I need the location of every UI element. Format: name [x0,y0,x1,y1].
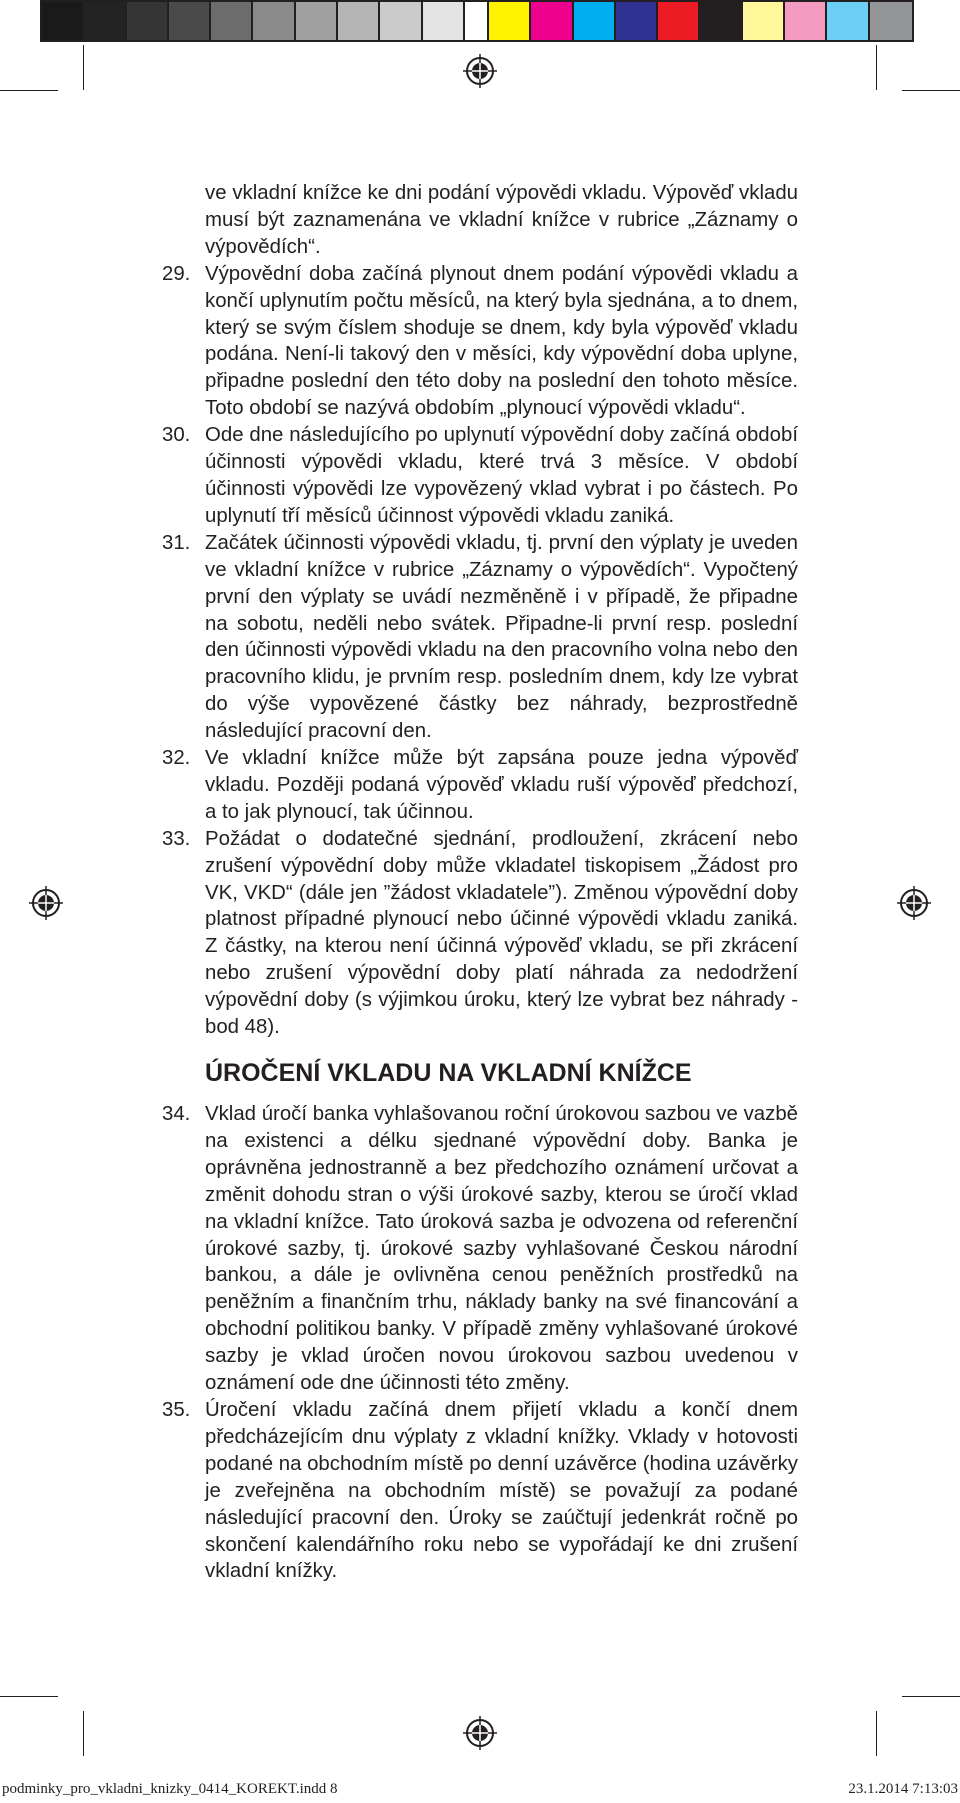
item-number: 33. [162,827,191,850]
color-swatch [870,2,912,40]
section-heading: ÚROČENÍ VKLADU NA VKLADNÍ KNÍŽCE [205,1059,692,1087]
color-swatch [338,2,380,40]
list-item [162,1101,798,1397]
item-number: 34. [162,1103,191,1125]
color-swatch [211,2,253,40]
color-swatch [423,2,465,40]
list-item [162,530,798,745]
footer-timestamp: 23.1.2014 7:13:03 [848,1781,958,1797]
crop-mark [876,45,877,90]
crop-mark [0,90,58,91]
color-swatch [380,2,422,40]
color-swatch [785,2,827,40]
item-text: Začátek účinnosti výpovědi vkladu, tj. první den výplaty je uveden ve vkladní knížce v rubrice „Záznamy o výpovědích“. Vypočtený první den výplaty se uvádí nezměněně i v případě, že připadne na sobotu, neděli nebo svátek. Připadne-li první resp. poslední den účinnosti výpovědi vkladu na den pracovního volna nebo den pracovního klidu, je prvním resp. posledním dnem, kdy lze vybrat do výše vypovězené částky bez náhrady, bezprostředně následující pracovní den. [205,531,798,743]
color-swatch [658,2,700,40]
document-body [162,180,798,1585]
item-text: Ve vkladní knížce může být zapsána pouze jedna výpověď vkladu. Později podaná výpověď vkladu ruší výpověď předchozí, a to jak plynoucí, tak účinnou. [205,747,798,823]
color-swatch [531,2,573,40]
crop-mark [902,90,960,91]
registration-mark-icon [29,886,63,920]
color-swatch [827,2,869,40]
color-swatch [127,2,169,40]
item-text: Úročení vkladu začíná dnem přijetí vkladu a končí dnem předcházejícím dnu výplaty z vkladní knížky. Vklady v hotovosti podané na obchodním místě po denní uzávěrce (hodina uzávěrky je zveřejněna na obchodním místě) se považují za podané následující pracovní den. Úroky se zaúčtují jedenkrát ročně po skončení kalendářního roku nebo se vypořádají ke dni zrušení vkladní knížky. [205,1398,798,1583]
color-swatch [489,2,531,40]
color-swatch [296,2,338,40]
process-color-bar [487,0,914,42]
item-text: Požádat o dodatečné sjednání, prodloužení, zkrácení nebo zrušení výpovědní doby může vkladatel tiskopisem „Žádost pro VK, VKD“ (dále jen ”žádost vkladatele”). Změnou výpovědní doby platnost případné plynoucí nebo účinné výpovědi vkladu zaniká. Z částky, na kterou není účinná výpověď vkladu, se při zkrácení nebo zrušení výpovědní doby platí náhrada za nedodržení výpovědní doby (s výjimkou úroku, který lze vybrat bez náhrady - bod 48). [205,827,798,1039]
list-item [162,422,798,530]
color-swatch [84,2,126,40]
crop-mark [902,1696,960,1697]
list-item [162,826,798,1041]
footer-filename: podminky_pro_vkladni_knizky_0414_KOREKT.indd 8 [2,1781,338,1797]
terms-list [162,261,798,1041]
color-swatch [169,2,211,40]
item-text: Vklad úročí banka vyhlašovanou roční úrokovou sazbou ve vazbě na existenci a délku sjednané výpovědní doby. Banka je oprávněna jednostranně a bez předchozího oznámení určovat a změnit dohodu stran o výši úrokové sazby, kterou se úročí vklad na vkladní knížce. Tato úroková sazba je odvozena od referenční úrokové sazby, tj. úrokové sazby vyhlašované Českou národní bankou, a dále je ovlivněna cenou peněžních prostředků na peněžním a finančním trhu, náklady banky na své financování a obchodní politikou banky. V případě změny vyhlašované úrokové sazby je vklad úročen novou úrokovou sazbou uvedenou v oznámení ode dne účinnosti této změny. [205,1103,798,1395]
color-swatch [253,2,295,40]
terms-list [162,1101,798,1585]
grayscale-color-bar [40,0,509,42]
color-swatch [700,2,742,40]
item-text: Ode dne následujícího po uplynutí výpovědní doby začíná období účinnosti výpovědi vkladu, které trvá 3 měsíce. V období účinnosti výpovědi lze vypovězený vklad vybrat i po částech. Po uplynutí tří měsíců účinnost výpovědi vkladu zaniká. [205,424,798,527]
item-number: 35. [162,1398,191,1421]
item-number: 32. [162,747,191,770]
list-item [162,1397,798,1585]
color-swatch [743,2,785,40]
list-item [162,745,798,826]
item-number: 29. [162,262,191,285]
list-item [162,261,798,422]
crop-mark [876,1711,877,1756]
registration-mark-icon [463,1716,497,1750]
color-swatch [574,2,616,40]
intro-paragraph: ve vkladní knížce ke dni podání výpovědi vkladu. Výpověď vkladu musí být zaznamenána ve vkladní knížce v rubrice „Záznamy o výpovědích“. [205,182,798,258]
item-number: 30. [162,424,191,447]
registration-mark-icon [897,886,931,920]
registration-mark-icon [463,54,497,88]
item-text: Výpovědní doba začíná plynout dnem podání výpovědi vkladu a končí uplynutím počtu měsíců, na který byla sjednána, a to dnem, který se svým číslem shoduje se dnem, kdy byla výpověď vkladu podána. Není-li takový den v měsíci, kdy výpovědní doba uplyne, připadne poslední den této doby na poslední den tohoto měsíce. Toto období se nazývá obdobím „plynoucí výpovědi vkladu“. [205,262,798,420]
crop-mark [0,1696,58,1697]
crop-mark [83,45,84,90]
crop-mark [83,1711,84,1756]
color-swatch [42,2,84,40]
color-swatch [616,2,658,40]
item-number: 31. [162,531,191,554]
